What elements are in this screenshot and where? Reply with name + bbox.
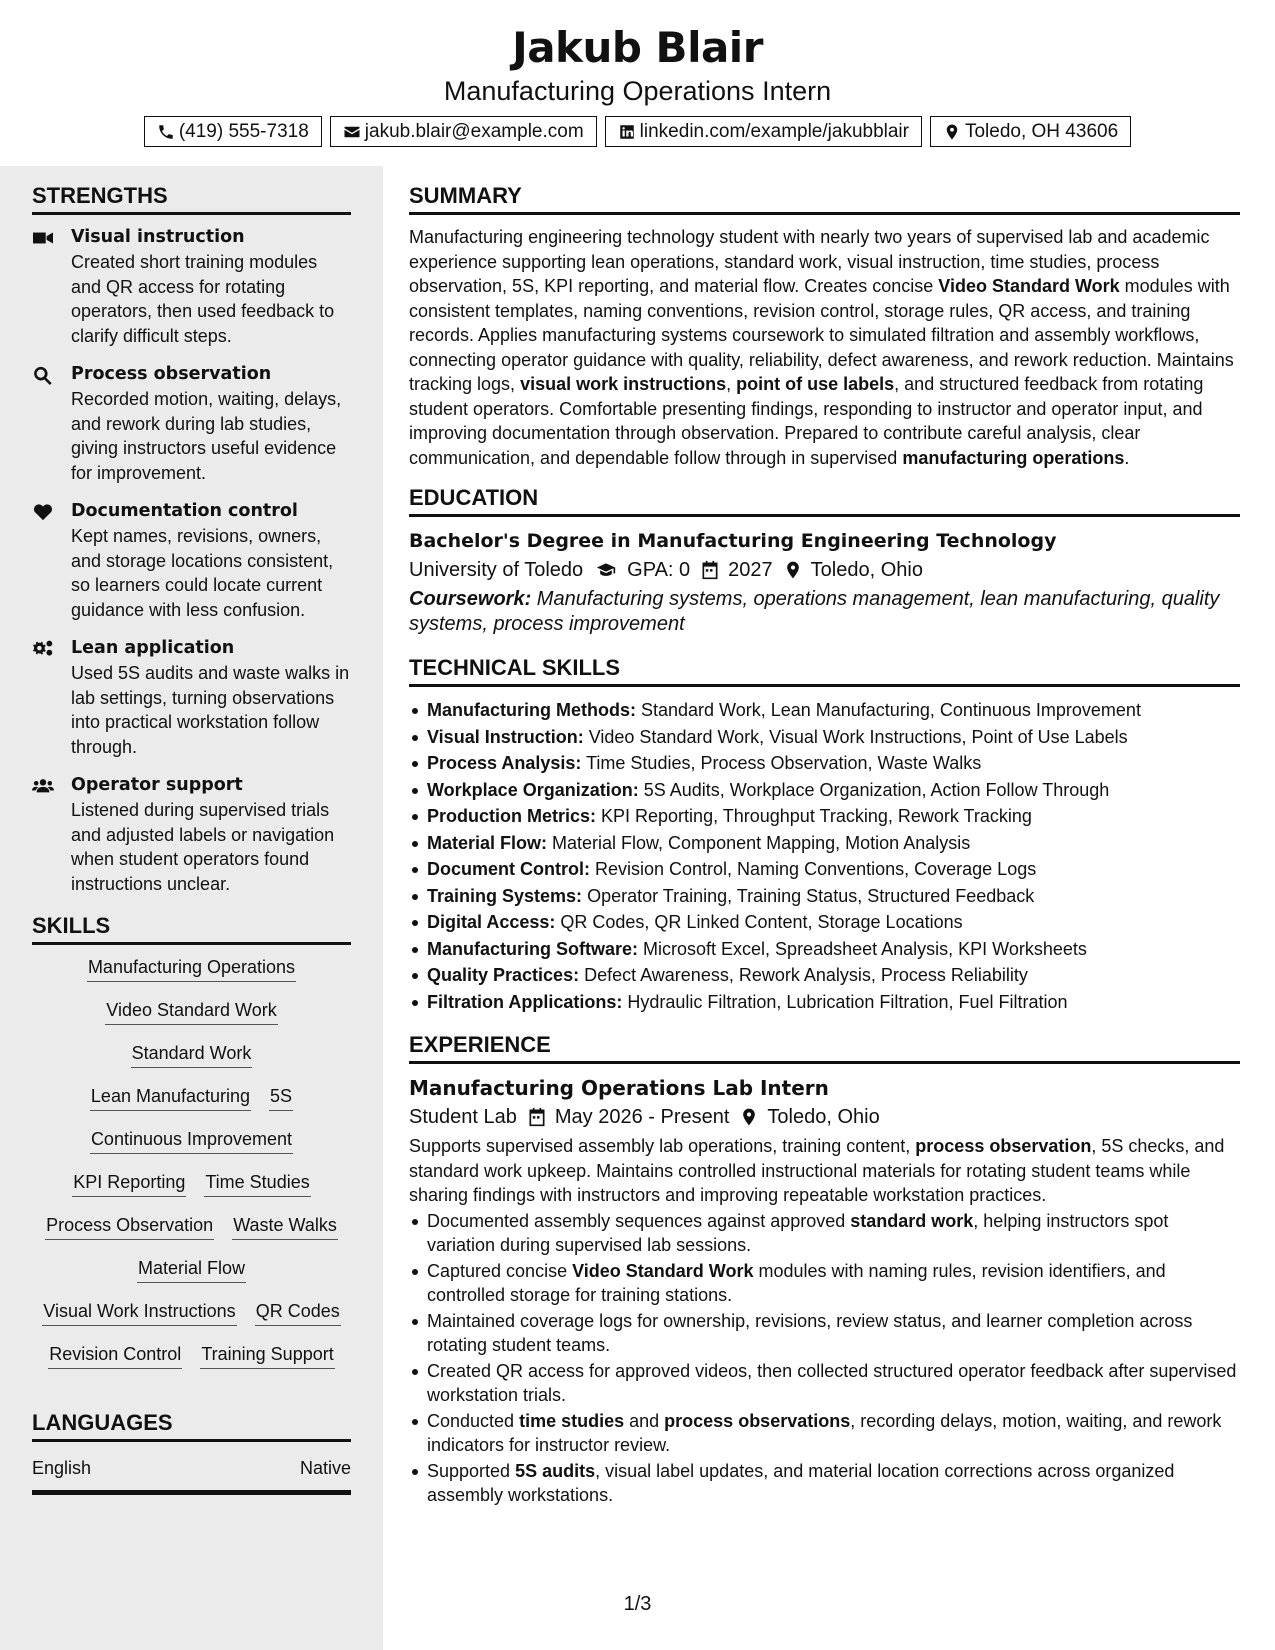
list-item	[409, 697, 1240, 724]
text-run: Manufacturing engineering technology student with nearly two years of supervised lab and academic experience supporting lean operations, standard work, visual instruction, time studies, process observation, 5S, KPI reporting, and material flow. Creates concise	[409, 227, 1210, 296]
heart-icon	[32, 502, 54, 522]
text-run: modules with naming rules, revision identifiers, and controlled storage for training stations.	[427, 1260, 1166, 1305]
skill-values: Standard Work, Lean Manufacturing, Continuous Improvement	[636, 700, 1141, 720]
list-item	[409, 962, 1240, 989]
strength-description: Recorded motion, waiting, delays, and rework during lab studies, giving instructors useful evidence for improvement.	[71, 389, 342, 483]
envelope-icon	[343, 123, 361, 141]
skill-values: Time Studies, Process Observation, Waste Walks	[581, 753, 982, 773]
list-item	[409, 883, 1240, 910]
skill-values: Revision Control, Naming Conventions, Coverage Logs	[589, 859, 1037, 879]
emphasis-text: process observations	[664, 1410, 851, 1431]
sidebar	[0, 166, 383, 1650]
users-icon	[32, 776, 54, 796]
list-item	[409, 1259, 1240, 1308]
video-camera-icon	[32, 228, 54, 248]
strength-title: Operator support	[71, 775, 243, 795]
list-item	[409, 1409, 1240, 1458]
skill-tag: QR Codes	[255, 1299, 341, 1326]
languages-heading: LANGUAGES	[32, 1409, 351, 1442]
list-item	[409, 989, 1240, 1016]
skill-values: Hydraulic Filtration, Lubrication Filtration, Fuel Filtration	[622, 991, 1068, 1012]
gpa-text: GPA: 0	[627, 559, 691, 581]
contact-location[interactable]	[930, 116, 1131, 147]
emphasis-text: time studies	[519, 1410, 625, 1431]
emphasis-text: visual work instructions	[520, 374, 727, 394]
calendar-icon	[527, 1107, 547, 1127]
strength-title: Lean application	[71, 638, 235, 658]
text-run: Created QR access for approved videos, then collected structured operator feedback after supervised workstation trials.	[427, 1360, 1237, 1405]
skill-values: Defect Awareness, Rework Analysis, Process Reliability	[579, 965, 1028, 985]
job-meta	[409, 1102, 1240, 1132]
education-meta	[409, 555, 1240, 585]
text-run: , and structured feedback from rotating student operators. Comfortable presenting findings, responding to instructor and operator input, and improving documentation through observation. Prepared to contribute careful analysis, clear communication, and dependable follow through in supervised	[409, 374, 1204, 468]
text-run: Supports supervised assembly lab operations, training content,	[409, 1136, 916, 1156]
language-level: Native	[299, 1458, 351, 1478]
text-run: , 5S checks, and standard work upkeep. Maintains controlled instructional materials for rotating student teams while sharing findings with instructors and improving repeatable workstation practices.	[409, 1136, 1225, 1205]
skill-category: Workplace Organization:	[427, 779, 639, 800]
skill-values: Operator Training, Training Status, Structured Feedback	[582, 885, 1035, 906]
list-item	[409, 1209, 1240, 1258]
emphasis-text: Video Standard Work	[572, 1260, 754, 1281]
skill-tag: 5S	[269, 1084, 293, 1111]
skill-tag: Visual Work Instructions	[42, 1299, 236, 1326]
job-org: Student Lab	[409, 1106, 517, 1128]
emphasis-text: Video Standard Work	[938, 276, 1120, 296]
text-run: , recording delays, motion, waiting, and rework indicators for instructor review.	[427, 1410, 1222, 1455]
text-run: ,	[726, 374, 737, 394]
school-name: University of Toledo	[409, 559, 584, 581]
contact-bar	[0, 116, 1275, 147]
school-location-item	[783, 555, 923, 585]
emphasis-text: point of use labels	[736, 374, 895, 394]
page-number: 1/3	[623, 1593, 652, 1615]
list-item	[409, 936, 1240, 963]
list-item	[409, 909, 1240, 936]
skill-tag: Standard Work	[131, 1041, 253, 1068]
text-run: Documented assembly sequences against approved	[427, 1210, 851, 1231]
linkedin-icon	[618, 123, 636, 141]
text-run: .	[1124, 447, 1130, 468]
resume-header	[0, 0, 1275, 166]
strength-item	[32, 499, 351, 622]
job-dates-item	[527, 1102, 730, 1132]
skill-category: Process Analysis:	[427, 753, 582, 773]
text-run: and	[624, 1410, 665, 1431]
skill-tag: Manufacturing Operations	[87, 955, 296, 982]
education-heading: EDUCATION	[409, 484, 1240, 517]
skill-category: Manufacturing Methods:	[427, 700, 636, 720]
skill-category: Manufacturing Software:	[427, 938, 639, 959]
gears-icon	[32, 639, 54, 659]
skill-category: Digital Access:	[427, 912, 556, 932]
skill-tag: KPI Reporting	[72, 1170, 186, 1197]
skills-heading: SKILLS	[32, 912, 351, 945]
text-run: Captured concise	[427, 1260, 573, 1281]
list-item	[409, 777, 1240, 804]
graduation-cap-icon	[593, 560, 619, 580]
skill-tag: Lean Manufacturing	[90, 1084, 251, 1111]
contact-linkedin[interactable]	[605, 116, 922, 147]
strength-description: Kept names, revisions, owners, and storage locations consistent, so learners could locate current guidance with less confusion.	[71, 526, 334, 620]
skill-values: Microsoft Excel, Spreadsheet Analysis, KPI Worksheets	[638, 938, 1087, 959]
skill-tag: Training Support	[200, 1342, 334, 1369]
job-title: Manufacturing Operations Lab Intern	[409, 1076, 829, 1100]
list-item	[409, 1359, 1240, 1408]
contact-location-text: Toledo, OH 43606	[964, 120, 1119, 142]
gpa-item	[593, 555, 690, 585]
summary-text	[409, 225, 1240, 470]
strength-item	[32, 636, 351, 759]
job-description	[409, 1134, 1240, 1208]
skill-tag: Waste Walks	[232, 1213, 338, 1240]
strength-title: Documentation control	[71, 501, 298, 521]
emphasis-text: process observation	[915, 1136, 1092, 1156]
technical-skills-heading: TECHNICAL SKILLS	[409, 654, 1240, 687]
experience-heading: EXPERIENCE	[409, 1031, 1240, 1064]
text-run: , visual label updates, and material location corrections across organized assembly workstations.	[427, 1460, 1175, 1505]
list-item	[409, 803, 1240, 830]
list-item	[409, 750, 1240, 777]
skill-category: Filtration Applications:	[427, 991, 623, 1012]
skill-category: Training Systems:	[427, 885, 583, 906]
map-pin-icon	[783, 560, 803, 580]
job-location-item	[739, 1102, 879, 1132]
strength-item	[32, 225, 351, 348]
map-pin-icon	[739, 1107, 759, 1127]
strength-item	[32, 773, 351, 896]
text-run: Supported	[427, 1460, 516, 1481]
skill-values: 5S Audits, Workplace Organization, Action Follow Through	[638, 779, 1110, 800]
school-location-text: Toledo, Ohio	[810, 559, 923, 581]
skill-tag: Revision Control	[48, 1342, 182, 1369]
list-item	[409, 724, 1240, 751]
skill-category: Visual Instruction:	[427, 726, 584, 747]
skill-category: Document Control:	[427, 859, 590, 879]
contact-phone[interactable]	[144, 116, 322, 147]
strength-item	[32, 362, 351, 485]
strength-description: Used 5S audits and waste walks in lab settings, turning observations into practical workstation follow through.	[71, 663, 350, 757]
skill-category: Material Flow:	[427, 832, 548, 853]
skills-cloud	[32, 955, 351, 1369]
main-content	[409, 166, 1240, 1508]
contact-linkedin-text: linkedin.com/example/jakubblair	[639, 120, 909, 142]
list-item	[409, 830, 1240, 857]
skill-tag: Material Flow	[137, 1256, 246, 1283]
emphasis-text: standard work	[850, 1210, 974, 1231]
contact-email[interactable]	[330, 116, 597, 147]
phone-icon	[157, 123, 175, 141]
text-run: , helping instructors spot variation during supervised lab sessions.	[427, 1210, 1169, 1255]
strength-title: Visual instruction	[71, 227, 245, 247]
skill-tag: Video Standard Work	[105, 998, 277, 1025]
candidate-name: Jakub Blair	[512, 23, 763, 72]
coursework-text: Manufacturing systems, operations management, lean manufacturing, quality systems, process improvement	[409, 588, 1220, 635]
candidate-title: Manufacturing Operations Intern	[443, 76, 832, 106]
skill-values: Video Standard Work, Visual Work Instructions, Point of Use Labels	[583, 726, 1128, 747]
summary-heading: SUMMARY	[409, 182, 1240, 215]
skill-values: QR Codes, QR Linked Content, Storage Locations	[555, 912, 963, 932]
skill-tag: Process Observation	[45, 1213, 214, 1240]
job-bullets	[409, 1209, 1240, 1508]
grad-year-item	[700, 555, 773, 585]
strengths-heading: STRENGTHS	[32, 182, 351, 215]
language-item	[32, 1456, 351, 1495]
magnifier-icon	[32, 365, 54, 385]
degree-title: Bachelor's Degree in Manufacturing Engineering Technology	[409, 530, 1057, 552]
strength-description: Created short training modules and QR access for rotating operators, then used feedback to clarify difficult steps.	[71, 252, 335, 346]
technical-skills-list	[409, 697, 1240, 1015]
coursework-label: Coursework:	[409, 588, 532, 610]
language-name: English	[32, 1458, 92, 1478]
text-run: Conducted	[427, 1410, 520, 1431]
list-item	[409, 1459, 1240, 1508]
skill-category: Production Metrics:	[427, 806, 597, 826]
strength-description: Listened during supervised trials and adjusted labels or navigation when student operators found instructions unclear.	[71, 800, 335, 894]
grad-year-text: 2027	[728, 559, 773, 581]
contact-email-text: jakub.blair@example.com	[364, 120, 584, 142]
skill-category: Quality Practices:	[427, 965, 580, 985]
text-run: modules with consistent templates, naming conventions, revision control, storage rules, QR access, and training records. Applies manufacturing systems coursework to simulated filtration and assembly workflows, connecting operator guidance with quality, reliability, defect awareness, and rework reduction. Maintains tracking logs,	[409, 276, 1234, 394]
calendar-icon	[700, 560, 720, 580]
contact-phone-text: (419) 555-7318	[178, 120, 309, 142]
list-item	[409, 1309, 1240, 1358]
list-item	[409, 856, 1240, 883]
map-pin-icon	[943, 123, 961, 141]
text-run: Maintained coverage logs for ownership, revisions, review status, and learner completion across rotating student teams.	[427, 1310, 1193, 1355]
skill-values: KPI Reporting, Throughput Tracking, Rework Tracking	[596, 806, 1032, 826]
skill-values: Material Flow, Component Mapping, Motion Analysis	[547, 832, 971, 853]
strength-title: Process observation	[71, 364, 272, 384]
job-dates: May 2026 - Present	[554, 1106, 730, 1128]
skill-tag: Continuous Improvement	[90, 1127, 293, 1154]
emphasis-text: 5S audits	[515, 1460, 596, 1481]
job-location: Toledo, Ohio	[767, 1106, 880, 1128]
skill-tag: Time Studies	[204, 1170, 310, 1197]
emphasis-text: manufacturing operations	[902, 447, 1125, 468]
coursework	[409, 587, 1240, 636]
